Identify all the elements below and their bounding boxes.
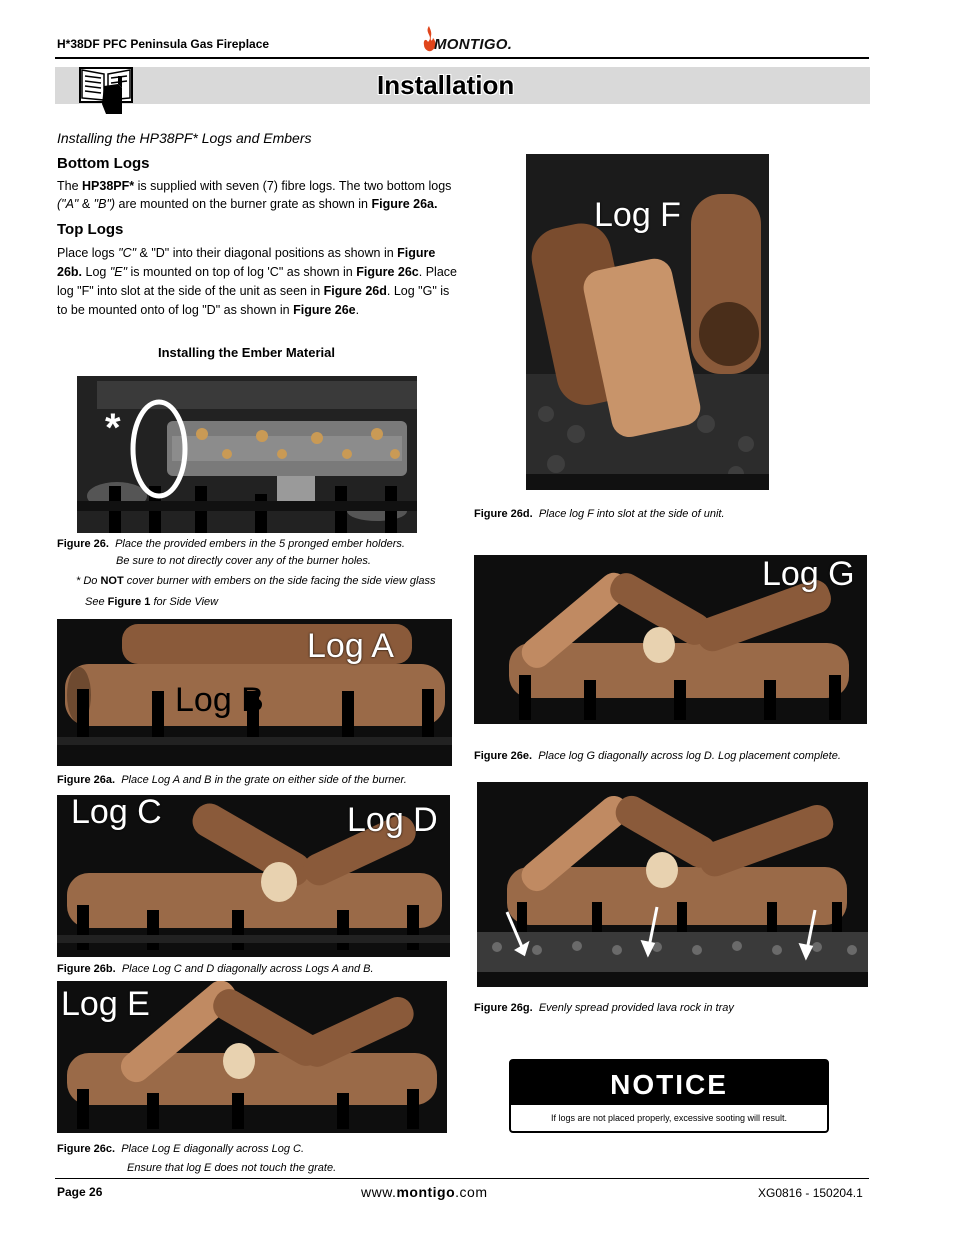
caption-label: Figure 26. <box>57 538 109 550</box>
figure-26d-caption <box>474 508 725 520</box>
text-run: . <box>355 303 360 317</box>
text-run: Figure <box>397 246 436 260</box>
text-run: www. <box>361 1184 397 1200</box>
figure-26g-photo <box>477 782 868 987</box>
text-run: Figure 26a. <box>371 197 438 211</box>
figure-26g-caption <box>474 1002 734 1014</box>
figure-26b-caption <box>57 963 374 975</box>
text-run: "E" <box>109 265 128 279</box>
text-run: & "D" into their diagonal positions as shown in <box>136 246 398 260</box>
text-run: NOT <box>100 575 124 587</box>
logo-text: MONTIGO. <box>434 36 513 53</box>
figure-26a-caption <box>57 774 407 786</box>
label-log-d: Log D <box>347 801 438 839</box>
text-run: Figure 26c <box>356 265 419 279</box>
caption-label: Figure 26g. <box>474 1002 533 1014</box>
figure-26-caption-line2: Be sure to not directly cover any of the burner holes. <box>116 555 371 567</box>
text-run: * Do <box>76 575 101 587</box>
text-run: "B") <box>93 197 116 211</box>
section-title: Installation <box>377 70 515 100</box>
caption-label: Figure 26a. <box>57 774 116 786</box>
text-run: & <box>78 197 94 211</box>
montigo-logo <box>420 24 530 56</box>
text-run: Place Log A and B in the grate on either side of the burner. <box>121 774 407 786</box>
figure-26c-caption-line2: Ensure that log E does not touch the grate. <box>127 1162 337 1174</box>
page-number: Page 26 <box>57 1185 103 1199</box>
figure-26c-caption <box>57 1143 304 1155</box>
text-run: are mounted on the burner grate as shown in <box>115 197 372 211</box>
text-run: 26b. <box>57 265 83 279</box>
text-run: Place the provided embers in the 5 pronged ember holders. <box>115 538 405 550</box>
bottom-logs-heading: Bottom Logs <box>57 155 150 172</box>
text-run: ("A" <box>57 197 79 211</box>
text-run: Place log F into slot at the side of unit. <box>538 508 725 520</box>
header-rule <box>55 57 869 59</box>
caption-label: Figure 26e. <box>474 750 533 762</box>
text-run: cover burner with embers on the side facing the side view glass <box>123 575 436 587</box>
section-subtitle: Installing the HP38PF* Logs and Embers <box>57 130 312 146</box>
figure-26-note-line2 <box>85 596 218 608</box>
figure-26a-photo <box>57 619 452 766</box>
text-run: Evenly spread provided lava rock in tray <box>538 1002 734 1014</box>
text-run: Log <box>82 265 110 279</box>
ember-burner-illustration <box>77 376 417 533</box>
text-run: Figure 1 <box>107 596 151 608</box>
text-run: Figure 26d <box>323 284 387 298</box>
lava-rock-illustration <box>477 782 868 987</box>
figure-26c-photo <box>57 981 447 1133</box>
figure-26e-caption <box>474 750 841 762</box>
text-run: HP38PF* <box>82 179 135 193</box>
top-logs-heading: Top Logs <box>57 221 124 238</box>
footer-rule <box>55 1178 869 1179</box>
label-log-b: Log B <box>175 681 264 719</box>
ember-heading: Installing the Ember Material <box>158 345 335 360</box>
document-title: H*38DF PFC Peninsula Gas Fireplace <box>57 37 270 51</box>
figure-26d-photo <box>526 154 769 490</box>
bottom-logs-paragraph <box>57 177 457 213</box>
label-log-f: Log F <box>594 196 681 234</box>
figure-26-note <box>76 575 436 587</box>
text-run: for Side View <box>150 596 219 608</box>
text-run: to be mounted onto of log "D" as shown in <box>57 303 294 317</box>
label-log-a: Log A <box>307 627 394 665</box>
figure-26b-photo <box>57 795 450 957</box>
caption-label: Figure 26d. <box>474 508 533 520</box>
notice-title: NOTICE <box>610 1069 728 1100</box>
text-run: See <box>85 596 108 608</box>
text-run: is supplied with seven (7) fibre logs. The two bottom logs <box>134 179 452 193</box>
text-run: . Log "G" is <box>386 284 450 298</box>
document-code: XG0816 - 150204.1 <box>758 1186 863 1200</box>
label-log-c: Log C <box>71 795 162 831</box>
text-run: Place logs <box>57 246 119 260</box>
figure-26-photo <box>77 376 417 533</box>
caption-label: Figure 26c. <box>57 1143 116 1155</box>
caption-label: Figure 26b. <box>57 963 116 975</box>
text-run: Place Log C and D diagonally across Logs A and B. <box>121 963 374 975</box>
label-log-g: Log G <box>762 555 855 593</box>
text-run: is mounted on top of log 'C" as shown in <box>127 265 357 279</box>
text-run: montigo <box>396 1184 456 1200</box>
footer-url <box>361 1184 488 1200</box>
notice-text: If logs are not placed properly, excessive sooting will result. <box>551 1113 787 1123</box>
figure-26e-photo <box>474 555 867 724</box>
text-run: .com <box>455 1184 488 1200</box>
text-run: . Place <box>418 265 457 279</box>
text-run: Place Log E diagonally across Log C. <box>121 1143 305 1155</box>
text-run: The <box>57 179 83 193</box>
manual-book-icon <box>78 64 134 116</box>
label-log-e: Log E <box>61 985 150 1023</box>
figure-26-caption <box>57 538 405 550</box>
notice-box <box>509 1059 829 1133</box>
text-run: Place log G diagonally across log D. Log placement complete. <box>538 750 841 762</box>
notice-header <box>511 1061 827 1105</box>
section-banner <box>55 67 870 104</box>
text-run: log "F" into slot at the side of the unit as seen in <box>57 284 324 298</box>
text-run: Figure 26e <box>293 303 356 317</box>
text-run: "C" <box>118 246 137 260</box>
top-logs-paragraph <box>57 244 457 320</box>
ember-asterisk: * <box>105 406 121 450</box>
